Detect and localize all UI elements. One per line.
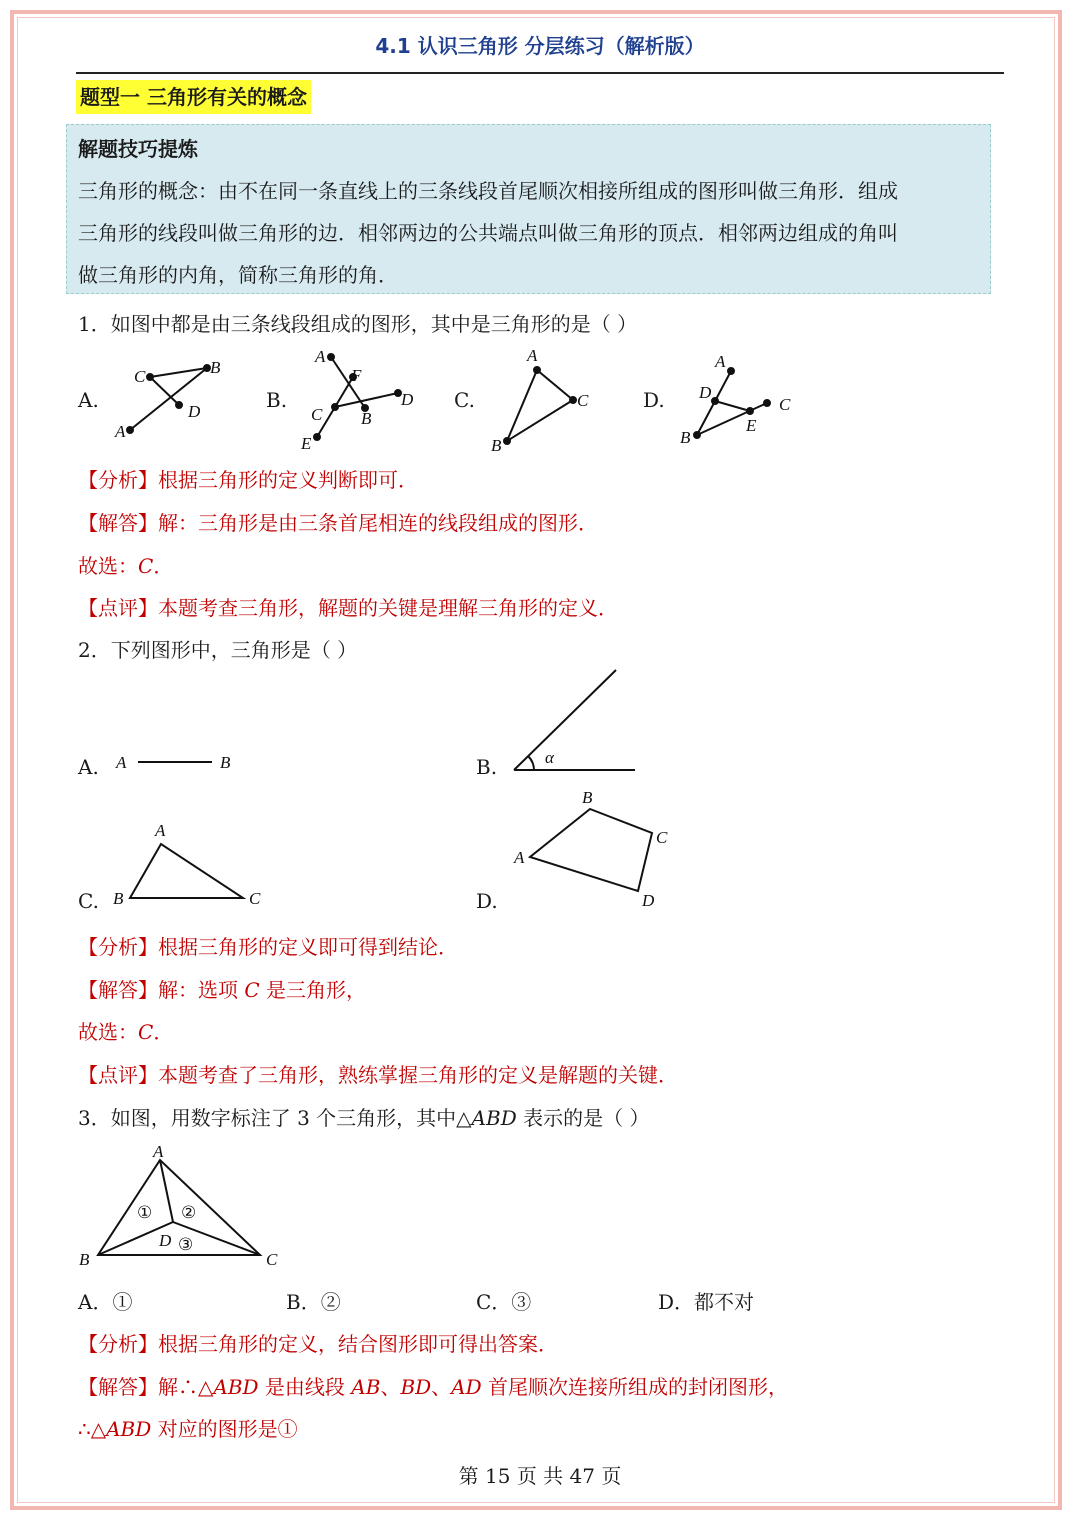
q2-option-c[interactable]: C. <box>78 889 99 913</box>
q2b-label-alpha: α <box>545 748 554 767</box>
q2-analysis: 【分析】根据三角形的定义即可得到结论． <box>78 935 458 959</box>
q1-option-b[interactable]: B. <box>266 388 288 412</box>
page-footer: 第 15 页 共 47 页 <box>458 1464 622 1488</box>
q2d-label-b: B <box>582 788 593 807</box>
q2-choice: 故选：C． <box>78 1020 174 1044</box>
q1-figure-c <box>485 345 600 455</box>
q2-figure-a <box>110 745 250 780</box>
q1d-label-d: D <box>699 383 712 402</box>
q2d-label-a: A <box>514 848 525 867</box>
q2-comment: 【点评】本题考查了三角形，熟练掌握三角形的定义是解题的关键． <box>78 1063 678 1087</box>
q3-answer-conclusion: ∴△ABD 对应的图形是① <box>78 1417 298 1441</box>
q3-label-c: C <box>266 1250 278 1269</box>
q2-option-d[interactable]: D. <box>476 889 498 913</box>
q3-option-d[interactable]: D．都不对 <box>658 1290 755 1314</box>
q1b-label-f: F <box>351 366 362 385</box>
page-title: 4.1 认识三角形 分层练习（解析版） <box>375 34 705 58</box>
q2-stem: 2．下列图形中，三角形是（ ） <box>78 638 358 662</box>
q2-figure-d <box>510 785 680 915</box>
q2d-label-d: D <box>642 891 655 910</box>
q1-comment: 【点评】本题考查三角形，解题的关键是理解三角形的定义． <box>78 596 618 620</box>
q1-choice: 故选：C． <box>78 554 174 578</box>
q2-figure-c <box>108 818 268 913</box>
q3-label-a: A <box>153 1142 164 1161</box>
tips-heading: 解题技巧提炼 <box>78 137 198 161</box>
q3-answer: 【解答】解∴△ABD 是由线段 AB、BD、AD 首尾顺次连接所组成的封闭图形， <box>78 1375 789 1399</box>
q2-figure-b <box>505 662 645 777</box>
title-rule <box>76 72 1004 74</box>
q2-answer: 【解答】解：选项 C 是三角形， <box>78 978 367 1002</box>
q2-option-b[interactable]: B. <box>476 755 498 779</box>
q1-option-c[interactable]: C. <box>454 388 475 412</box>
q3-label-1: ① <box>137 1203 153 1222</box>
q2d-label-c: C <box>656 828 668 847</box>
q1a-label-b: B <box>210 358 221 377</box>
q1b-label-a: A <box>315 347 326 366</box>
q1b-label-b: B <box>361 409 372 428</box>
section-type-label: 题型一 三角形有关的概念 <box>76 80 311 114</box>
q3-option-a[interactable]: A．① <box>78 1290 133 1314</box>
q3-label-3: ③ <box>178 1235 194 1254</box>
q1-answer: 【解答】解：三角形是由三条首尾相连的线段组成的图形． <box>78 511 598 535</box>
q3-option-b[interactable]: B．② <box>286 1290 341 1314</box>
q3-label-d: D <box>159 1231 172 1250</box>
q1d-label-b: B <box>680 428 691 447</box>
tips-line-3: 做三角形的内角，简称三角形的角． <box>78 263 398 287</box>
q2c-label-a: A <box>155 821 166 840</box>
q1a-label-d: D <box>188 402 201 421</box>
q3-figure <box>75 1140 290 1272</box>
q1-stem: 1．如图中都是由三条线段组成的图形，其中是三角形的是（ ） <box>78 312 638 336</box>
q1b-label-e: E <box>301 434 312 453</box>
q1-option-a[interactable]: A. <box>78 388 99 412</box>
q2a-label-b: B <box>220 753 231 772</box>
q2c-label-b: B <box>113 889 124 908</box>
q3-analysis: 【分析】根据三角形的定义，结合图形即可得出答案． <box>78 1332 558 1356</box>
q1d-label-a: A <box>715 352 726 371</box>
q1-figure-d <box>675 345 800 450</box>
q1b-label-c: C <box>311 405 323 424</box>
q1a-label-c: C <box>134 367 146 386</box>
q3-label-2: ② <box>181 1203 197 1222</box>
q2a-label-a: A <box>116 753 127 772</box>
q1-figure-b <box>295 345 425 455</box>
q3-stem: 3．如图，用数字标注了 3 个三角形，其中△ABD 表示的是（ ） <box>78 1106 650 1130</box>
q1-option-d[interactable]: D. <box>643 388 665 412</box>
q1-analysis: 【分析】根据三角形的定义判断即可． <box>78 468 418 492</box>
q1c-label-c: C <box>577 391 589 410</box>
q1d-label-c: C <box>779 395 791 414</box>
q1c-label-a: A <box>527 346 538 365</box>
q3-option-c[interactable]: C．③ <box>476 1290 532 1314</box>
q1-figure-a <box>105 355 230 450</box>
q1b-label-d: D <box>401 390 414 409</box>
tips-line-1: 三角形的概念：由不在同一条直线上的三条线段首尾顺次相接所组成的图形叫做三角形．组成 <box>78 179 898 203</box>
q3-label-b: B <box>79 1250 90 1269</box>
q1d-label-e: E <box>746 416 757 435</box>
tips-line-2: 三角形的线段叫做三角形的边．相邻两边的公共端点叫做三角形的顶点．相邻两边组成的角叫 <box>78 221 898 245</box>
q2-option-a[interactable]: A. <box>78 755 99 779</box>
q2c-label-c: C <box>249 889 261 908</box>
q1a-label-a: A <box>115 422 126 441</box>
q1c-label-b: B <box>491 436 502 455</box>
